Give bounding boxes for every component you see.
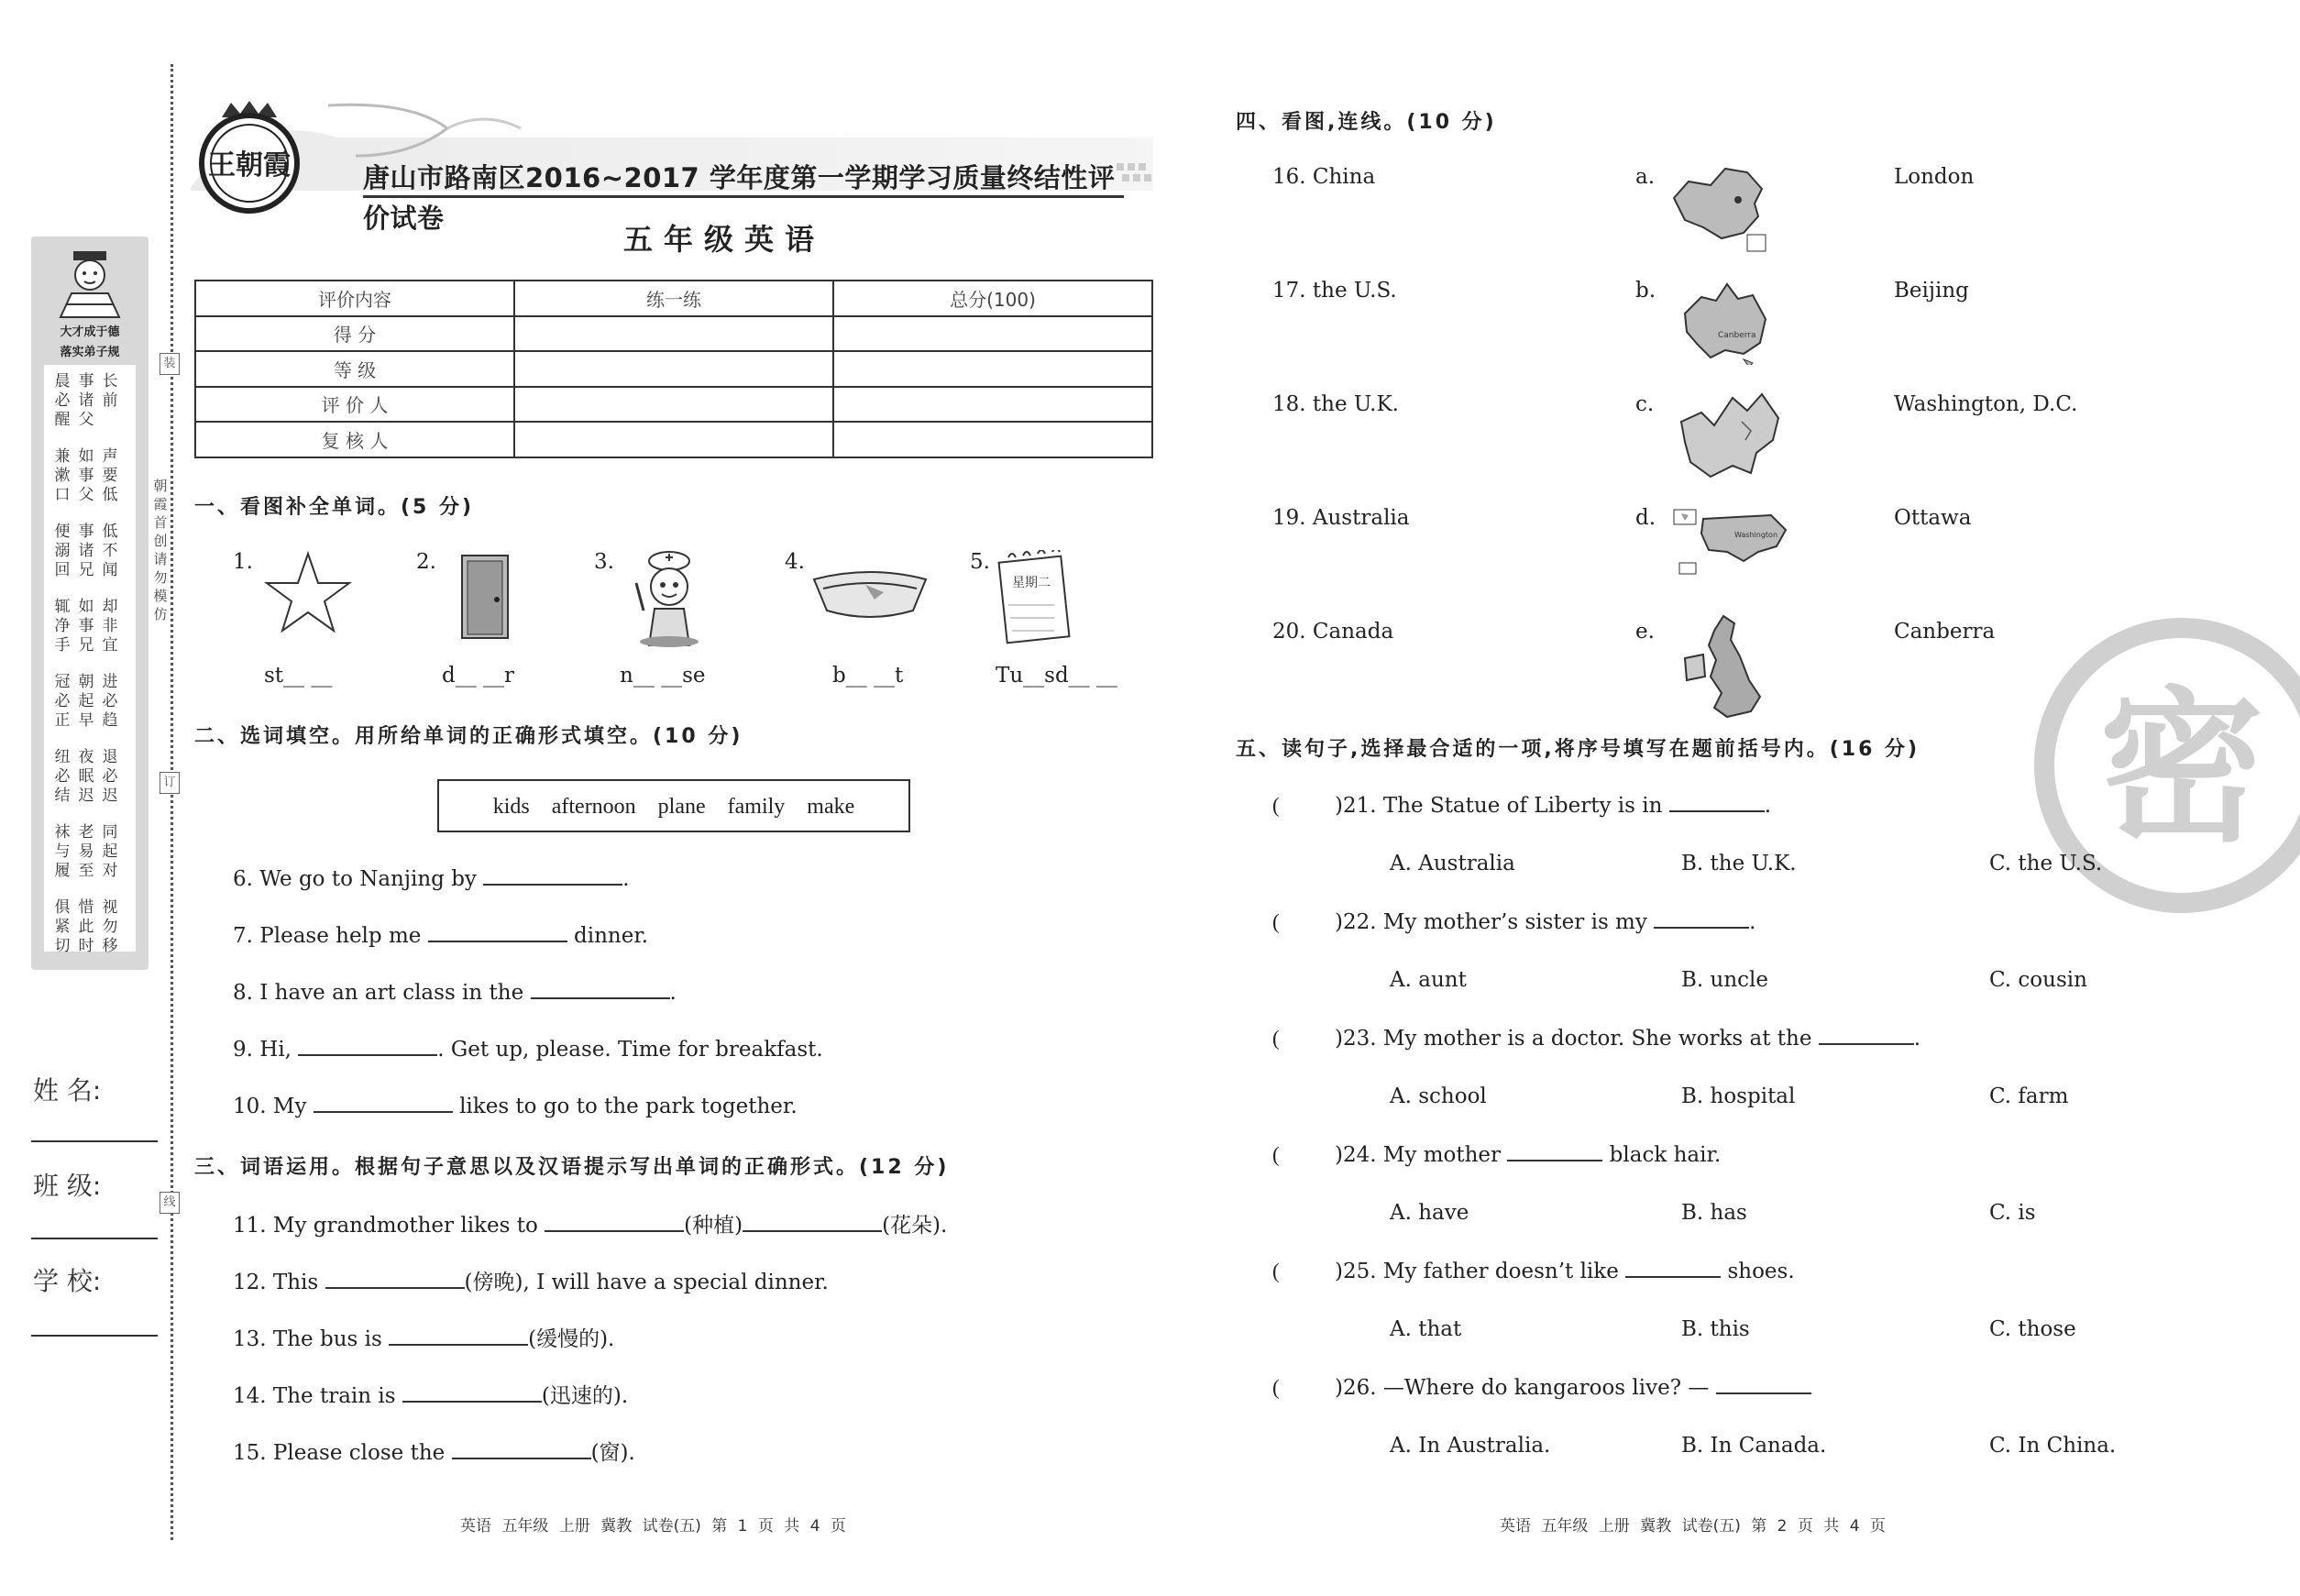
score-row-label: 得 分 <box>195 316 514 352</box>
side-verse-column: 冠必正 <box>54 673 71 730</box>
answer-bracket[interactable]: ( <box>1272 1260 1280 1282</box>
q7-text: 7. Please help me <box>233 924 422 948</box>
score-header-total: 总分(100) <box>833 281 1152 316</box>
side-verse-column: 辄净手 <box>54 598 71 655</box>
option-a[interactable]: A. aunt <box>1390 968 1467 992</box>
name-field[interactable] <box>31 1140 158 1142</box>
q22 <box>1335 910 1755 934</box>
s1-hint-3: n__ __se <box>620 664 706 688</box>
q12-post: (傍晚), I will have a special dinner. <box>464 1271 829 1294</box>
answer-bracket[interactable]: ( <box>1272 794 1280 817</box>
side-verse-column: 低不闻 <box>102 523 118 579</box>
q15-post: (窗). <box>590 1441 635 1465</box>
q9-blank[interactable] <box>298 1040 437 1056</box>
q8-post: . <box>669 981 677 1005</box>
q11 <box>233 1208 947 1238</box>
q7-blank[interactable] <box>428 926 567 942</box>
question-text: )21. The Statue of Liberty is in <box>1335 794 1663 818</box>
question-post: . <box>1749 910 1756 934</box>
section3-title: 三、词语运用。根据句子意思以及汉语提示写出单词的正确形式。(12 分) <box>194 1156 950 1179</box>
calendar-text: 星期二 <box>1012 576 1051 590</box>
s1-num-4: 4. <box>785 550 805 574</box>
option-b[interactable]: B. uncle <box>1681 968 1768 992</box>
q14-post: (迅速的). <box>541 1384 629 1408</box>
q10-post: likes to go to the park together. <box>459 1095 798 1118</box>
nurse-icon <box>623 546 715 649</box>
option-c[interactable]: C. farm <box>1989 1084 2069 1108</box>
score-row <box>195 316 1152 352</box>
q10 <box>233 1095 798 1118</box>
option-b[interactable]: B. In Canada. <box>1681 1434 1827 1458</box>
s4-right-3: Washington, D.C. <box>1894 392 2078 416</box>
q6-text: 6. We go to Nanjing by <box>233 867 477 891</box>
q25 <box>1335 1260 1795 1283</box>
score-cell[interactable] <box>514 422 833 457</box>
side-verse-column: 兼漱口 <box>54 447 71 504</box>
q9-post: . Get up, please. Time for breakfast. <box>437 1038 823 1062</box>
s4-left-16: 16. China <box>1272 165 1376 189</box>
option-c[interactable]: C. cousin <box>1989 968 2087 992</box>
option-a[interactable]: A. school <box>1390 1084 1487 1108</box>
question-post: black hair. <box>1609 1143 1722 1167</box>
question-post: shoes. <box>1727 1260 1795 1283</box>
side-verse-column: 退必迟 <box>102 748 118 805</box>
q11-hint-1: (种植) <box>684 1214 743 1238</box>
q14 <box>233 1379 628 1409</box>
answer-bracket[interactable]: ( <box>1272 910 1280 933</box>
s4-right-4: Ottawa <box>1894 506 1972 530</box>
side-verse-column: 袜与履 <box>54 823 71 880</box>
side-verse-column: 便溺回 <box>54 523 71 579</box>
door-icon <box>458 554 513 642</box>
name-label: 姓 名: <box>33 1075 102 1106</box>
footer-page-2: 英语 五年级 上册 冀教 试卷(五) 第 2 页 共 4 页 <box>1500 1517 1886 1535</box>
s1-hint-5: Tu__sd__ __ <box>996 664 1117 688</box>
boat-icon <box>810 568 930 623</box>
scholar-icon <box>53 248 127 321</box>
q9 <box>233 1038 823 1062</box>
q11-text: 11. My grandmother likes to <box>233 1214 538 1238</box>
seal-mark-2: 订 <box>160 772 180 794</box>
side-verse-column: 如事兄 <box>78 598 94 655</box>
s1-num-3: 3. <box>594 550 614 574</box>
usa-map-label: Washington <box>1734 531 1778 539</box>
calendar-icon <box>994 550 1082 645</box>
q7 <box>233 924 648 948</box>
question-blank[interactable] <box>1819 1029 1914 1045</box>
score-row-label: 等 级 <box>195 351 514 387</box>
exam-subtitle: 五年级英语 <box>622 222 825 257</box>
section4-title: 四、看图,连线。(10 分) <box>1236 111 1497 134</box>
q12-text: 12. This <box>233 1271 319 1294</box>
side-verse-column: 惜此时 <box>78 898 94 955</box>
s4-letter-e: e. <box>1635 620 1655 644</box>
s1-hint-1: st__ __ <box>264 664 333 688</box>
q14-text: 14. The train is <box>233 1384 396 1408</box>
score-header-practice: 练一练 <box>514 281 833 316</box>
s1-num-1: 1. <box>233 550 253 574</box>
question-blank[interactable] <box>1507 1145 1602 1161</box>
s4-right-5: Canberra <box>1894 620 1996 644</box>
score-row <box>195 422 1152 457</box>
q14-blank[interactable] <box>402 1386 542 1403</box>
question-blank[interactable] <box>1625 1261 1721 1278</box>
question-text: )22. My mother’s sister is my <box>1335 910 1647 934</box>
vertical-note: 朝霞首创 请勿模仿 <box>153 478 168 622</box>
school-field[interactable] <box>31 1335 158 1337</box>
australia-map-icon <box>1679 277 1771 365</box>
seal-mark-3: 线 <box>160 1192 180 1214</box>
q11-hint-2: (花朵). <box>882 1214 948 1238</box>
wangzhaoxia-logo <box>194 99 304 218</box>
option-c[interactable]: C. is <box>1989 1201 2036 1225</box>
score-cell[interactable] <box>514 351 833 387</box>
q8-text: 8. I have an art class in the <box>233 981 524 1005</box>
section2-title: 二、选词填空。用所给单词的正确形式填空。(10 分) <box>194 725 743 748</box>
s4-left-20: 20. Canada <box>1272 620 1394 644</box>
s4-letter-b: b. <box>1635 279 1656 303</box>
option-b[interactable]: B. this <box>1681 1317 1750 1341</box>
school-label: 学 校: <box>33 1266 102 1296</box>
section5-title: 五、读句子,选择最合适的一项,将序号填写在题前括号内。(16 分) <box>1236 738 1920 761</box>
option-c[interactable]: C. the U.S. <box>1989 852 2103 875</box>
motto-top: 大才成于德 <box>60 325 120 339</box>
side-verse-column: 事诸父 <box>78 372 94 429</box>
canada-map-icon <box>1678 385 1784 486</box>
star-icon <box>262 550 354 633</box>
word-bank: kids afternoon plane family make <box>437 779 910 832</box>
question-post: . <box>1764 794 1772 818</box>
s4-letter-c: c. <box>1635 392 1655 416</box>
class-field[interactable] <box>31 1238 158 1239</box>
side-verse-column: 声要低 <box>102 447 118 504</box>
uk-map-icon <box>1678 612 1769 726</box>
side-verse-column: 同起对 <box>102 823 118 880</box>
usa-map-icon <box>1670 506 1789 579</box>
seal-mark-1: 装 <box>160 353 180 375</box>
s1-hint-4: b__ __t <box>832 664 904 688</box>
side-verse-column: 如事父 <box>78 447 94 504</box>
q10-text: 10. My <box>233 1095 307 1118</box>
q6 <box>233 867 630 891</box>
score-cell[interactable] <box>833 422 1152 457</box>
q13-post: (缓慢的). <box>528 1327 615 1351</box>
score-cell[interactable] <box>833 316 1152 352</box>
score-cell[interactable] <box>514 387 833 423</box>
side-verse-column: 事诸兄 <box>78 523 94 579</box>
question-text: )23. My mother is a doctor. She works at the <box>1335 1027 1812 1051</box>
q8-blank[interactable] <box>531 983 670 999</box>
motto-bottom: 落实弟子规 <box>60 346 120 359</box>
score-cell[interactable] <box>833 351 1152 387</box>
q15-text: 15. Please close the <box>233 1441 446 1465</box>
s1-num-2: 2. <box>416 550 436 574</box>
side-verse-column: 长前 <box>102 372 118 410</box>
s4-left-18: 18. the U.K. <box>1272 392 1399 416</box>
question-text: )25. My father doesn’t like <box>1335 1260 1619 1283</box>
question-blank[interactable] <box>1716 1378 1811 1394</box>
answer-bracket[interactable]: ( <box>1272 1143 1280 1166</box>
class-label: 班 级: <box>33 1171 102 1201</box>
side-verse-column: 俱紧切 <box>54 898 71 955</box>
option-a[interactable]: A. have <box>1390 1201 1469 1225</box>
q26 <box>1335 1376 1811 1400</box>
q7-post: dinner. <box>574 924 649 948</box>
side-verse-column: 视勿移 <box>102 898 118 955</box>
option-b[interactable]: B. hospital <box>1681 1084 1796 1108</box>
side-verse-column: 纽必结 <box>54 748 71 805</box>
q6-blank[interactable] <box>483 869 622 886</box>
s4-right-1: London <box>1894 165 1975 189</box>
score-cell[interactable] <box>514 316 833 352</box>
q12 <box>233 1265 829 1295</box>
s4-letter-d: d. <box>1635 506 1656 530</box>
score-table <box>194 280 1153 458</box>
q6-post: . <box>622 867 630 891</box>
footer-page-1: 英语 五年级 上册 冀教 试卷(五) 第 1 页 共 4 页 <box>460 1517 846 1535</box>
australia-map-label: Canberra <box>1718 331 1756 340</box>
answer-bracket[interactable]: ( <box>1272 1376 1280 1399</box>
china-map-icon <box>1670 161 1773 253</box>
q10-blank[interactable] <box>314 1096 453 1113</box>
watermark-text: 密 <box>2098 673 2265 864</box>
answer-bracket[interactable]: ( <box>1272 1027 1280 1050</box>
fold-line <box>171 64 173 1540</box>
question-text: )26. —Where do kangaroos live? — <box>1335 1376 1710 1400</box>
s4-left-19: 19. Australia <box>1272 506 1410 530</box>
logo-text: 王朝霞 <box>208 149 291 182</box>
option-a[interactable]: A. Australia <box>1390 852 1515 875</box>
side-verse-column: 却非宜 <box>102 598 118 655</box>
s4-letter-a: a. <box>1635 165 1656 189</box>
question-post: . <box>1913 1027 1921 1051</box>
q21 <box>1335 794 1771 818</box>
q15 <box>233 1436 635 1466</box>
option-a[interactable]: A. In Australia. <box>1390 1434 1551 1458</box>
question-text: )24. My mother <box>1335 1143 1502 1167</box>
q24 <box>1335 1143 1721 1167</box>
side-verse-column: 老易至 <box>78 823 94 880</box>
score-row-label: 评 价 人 <box>195 387 514 423</box>
q12-blank[interactable] <box>325 1272 465 1289</box>
q13 <box>233 1322 614 1352</box>
side-verse-column: 朝起早 <box>78 673 94 730</box>
option-b[interactable]: B. has <box>1681 1201 1747 1225</box>
q23 <box>1335 1027 1920 1051</box>
score-header-content: 评价内容 <box>195 281 514 316</box>
option-c[interactable]: C. those <box>1989 1317 2076 1341</box>
q15-blank[interactable] <box>452 1443 591 1459</box>
q13-blank[interactable] <box>389 1329 528 1346</box>
score-cell[interactable] <box>833 387 1152 423</box>
question-blank[interactable] <box>1654 912 1749 929</box>
score-row-label: 复 核 人 <box>195 422 514 457</box>
s4-right-2: Beijing <box>1894 279 1969 303</box>
s1-hint-2: d__ __r <box>442 664 515 688</box>
side-motto <box>39 323 141 363</box>
score-header-row <box>195 281 1152 316</box>
exam-title: 唐山市路南区2016~2017 学年度第一学期学习质量终结性评价试卷 <box>363 158 1124 198</box>
s1-num-5: 5. <box>970 550 990 574</box>
side-verse-column: 进必趋 <box>102 673 118 730</box>
option-c[interactable]: C. In China. <box>1989 1434 2117 1458</box>
q8 <box>233 981 677 1005</box>
question-blank[interactable] <box>1669 796 1765 812</box>
score-row <box>195 387 1152 423</box>
q13-text: 13. The bus is <box>233 1327 382 1351</box>
s4-left-17: 17. the U.S. <box>1272 279 1397 303</box>
q9-text: 9. Hi, <box>233 1038 292 1062</box>
side-verse-column: 夜眠迟 <box>78 748 94 805</box>
option-a[interactable]: A. that <box>1390 1317 1462 1341</box>
q11-blank-2[interactable] <box>743 1216 882 1232</box>
option-b[interactable]: B. the U.K. <box>1681 852 1797 875</box>
score-row <box>195 351 1152 387</box>
q11-blank-1[interactable] <box>545 1216 684 1232</box>
side-verse-column: 晨必醒 <box>54 372 71 429</box>
section1-title: 一、看图补全单词。(5 分) <box>194 496 475 519</box>
